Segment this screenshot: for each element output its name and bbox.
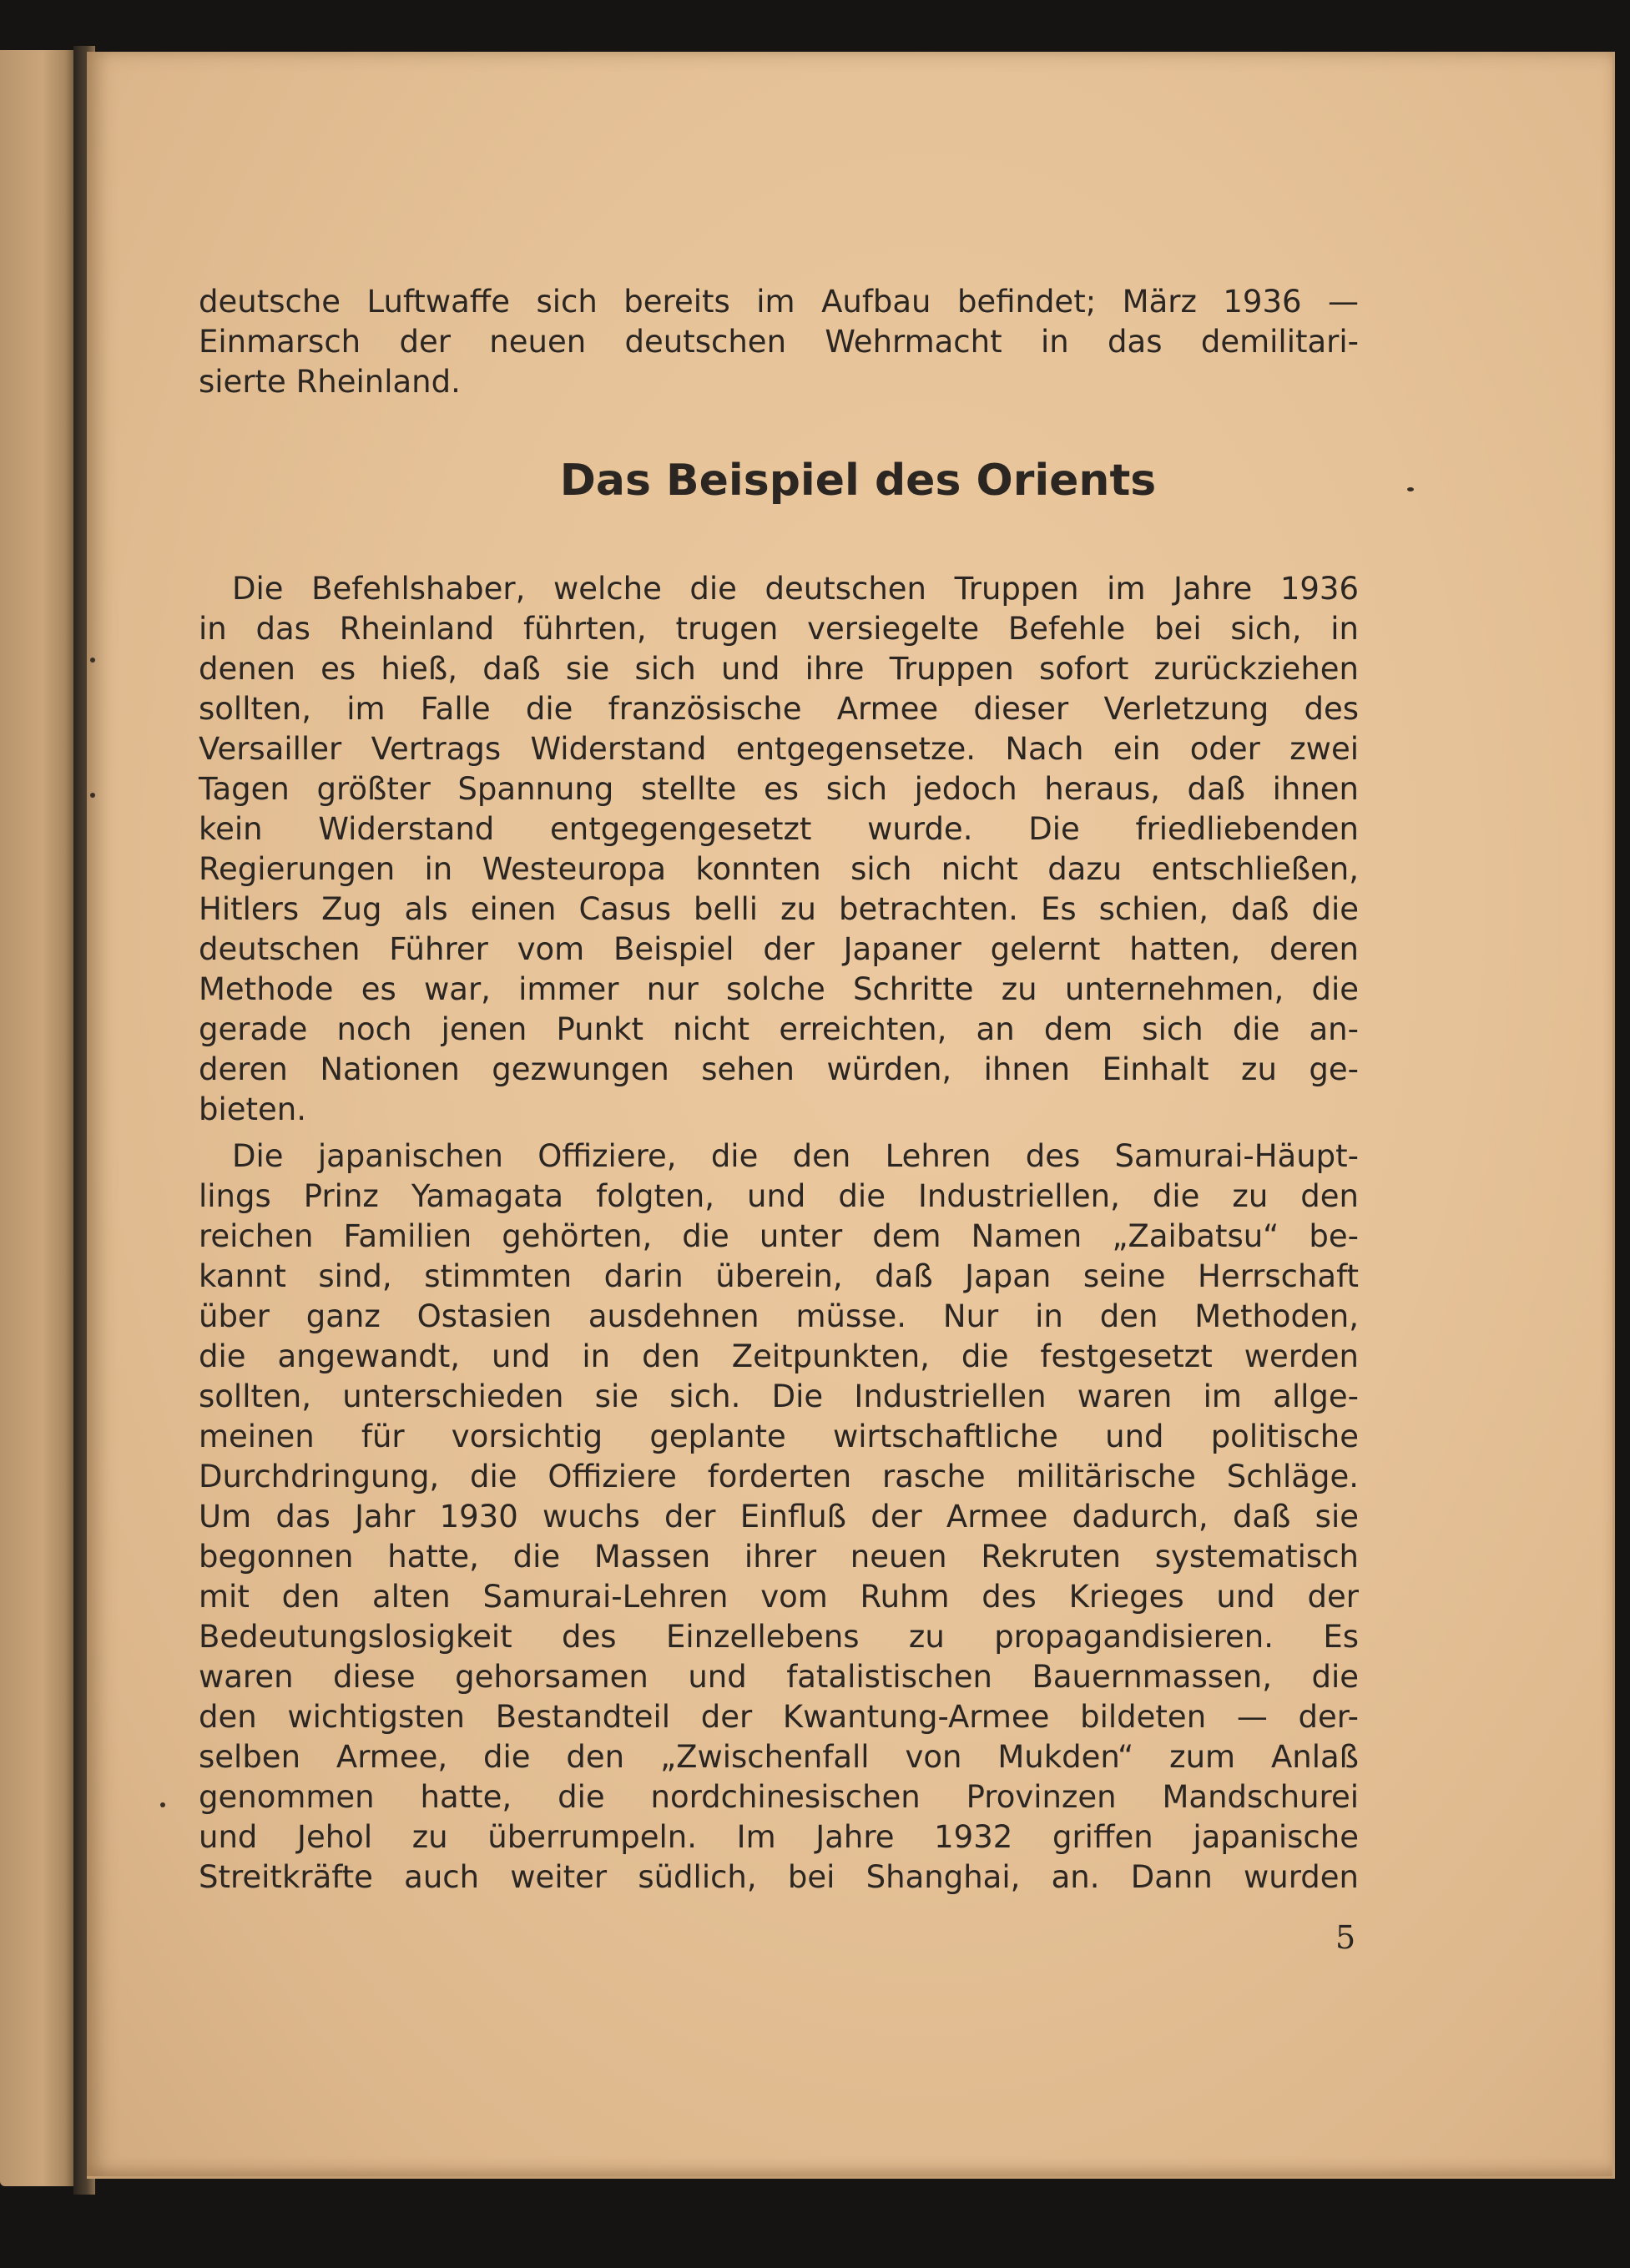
text-line: sollten, unterschieden sie sich. Die Industriellen waren im allge- (199, 1378, 1359, 1414)
text-line: Methode es war, immer nur solche Schritte zu unternehmen, die (199, 971, 1359, 1007)
text-line: Regierungen in Westeuropa konnten sich nicht dazu entschließen, (199, 851, 1359, 887)
text-line: selben Armee, die den „Zwischenfall von Mukden“ zum Anlaß (199, 1739, 1359, 1775)
text-line: kannt sind, stimmten darin überein, daß Japan seine Herrschaft (199, 1258, 1359, 1294)
paragraph-1 (199, 569, 1359, 1130)
paragraph-2 (199, 1137, 1359, 1898)
text-line: die angewandt, und in den Zeitpunkten, die festgesetzt werden (199, 1338, 1359, 1374)
text-line: Die Befehlshaber, welche die deutschen Truppen im Jahre 1936 (232, 571, 1359, 607)
ink-speck (90, 793, 95, 798)
intro-paragraph (199, 282, 1359, 402)
text-line: Tagen größter Spannung stellte es sich jedoch heraus, daß ihnen (199, 771, 1359, 807)
text-line: deren Nationen gezwungen sehen würden, ihnen Einhalt zu ge- (199, 1051, 1359, 1087)
text-line: in das Rheinland führten, trugen versiegelte Befehle bei sich, in (199, 611, 1359, 647)
text-line: sollten, im Falle die französische Armee dieser Verletzung des (199, 691, 1359, 727)
text-line: den wichtigsten Bestandteil der Kwantung-Armee bildeten — der- (199, 1699, 1359, 1735)
text-line: genommen hatte, die nordchinesischen Provinzen Mandschurei (199, 1779, 1359, 1815)
text-line: gerade noch jenen Punkt nicht erreichten, an dem sich die an- (199, 1011, 1359, 1047)
text-line: Die japanischen Offiziere, die den Lehren des Samurai-Häupt- (232, 1138, 1359, 1174)
text-line: lings Prinz Yamagata folgten, und die Industriellen, die zu den (199, 1178, 1359, 1214)
text-line: sierte Rheinland. (199, 364, 461, 400)
text-line: Bedeutungslosigkeit des Einzellebens zu propagandisieren. Es (199, 1619, 1359, 1655)
ink-speck (90, 658, 95, 663)
text-line: und Jehol zu überrumpeln. Im Jahre 1932 griffen japanische (199, 1819, 1359, 1855)
ink-speck (160, 1802, 165, 1807)
text-line: begonnen hatte, die Massen ihrer neuen Rekruten systematisch (199, 1539, 1359, 1575)
text-line: reichen Familien gehörten, die unter dem Namen „Zaibatsu“ be- (199, 1218, 1359, 1254)
text-line: Einmarsch der neuen deutschen Wehrmacht in das demilitari- (199, 324, 1359, 360)
text-line: Streitkräfte auch weiter südlich, bei Shanghai, an. Dann wurden (199, 1859, 1359, 1895)
page-number: 5 (1335, 1919, 1356, 1956)
text-line: deutschen Führer vom Beispiel der Japaner gelernt hatten, deren (199, 931, 1359, 967)
text-line: Versailler Vertrags Widerstand entgegensetze. Nach ein oder zwei (199, 731, 1359, 767)
left-page-edge (0, 50, 77, 2186)
section-heading: Das Beispiel des Orients (559, 456, 1157, 506)
text-line: deutsche Luftwaffe sich bereits im Aufbau befindet; März 1936 — (199, 284, 1359, 320)
text-line: mit den alten Samurai-Lehren vom Ruhm des Krieges und der (199, 1579, 1359, 1615)
text-line: über ganz Ostasien ausdehnen müsse. Nur in den Methoden, (199, 1298, 1359, 1334)
text-line: meinen für vorsichtig geplante wirtschaftliche und politische (199, 1419, 1359, 1454)
text-line: kein Widerstand entgegengesetzt wurde. Die friedliebenden (199, 811, 1359, 847)
text-line: Durchdringung, die Offiziere forderten rasche militärische Schläge. (199, 1459, 1359, 1494)
text-line: Hitlers Zug als einen Casus belli zu betrachten. Es schien, daß die (199, 891, 1359, 927)
text-line: Um das Jahr 1930 wuchs der Einfluß der Armee dadurch, daß sie (199, 1499, 1359, 1535)
text-line: waren diese gehorsamen und fatalistischen Bauernmassen, die (199, 1659, 1359, 1695)
text-line: bieten. (199, 1091, 307, 1127)
text-line: denen es hieß, daß sie sich und ihre Truppen sofort zurückziehen (199, 651, 1359, 687)
